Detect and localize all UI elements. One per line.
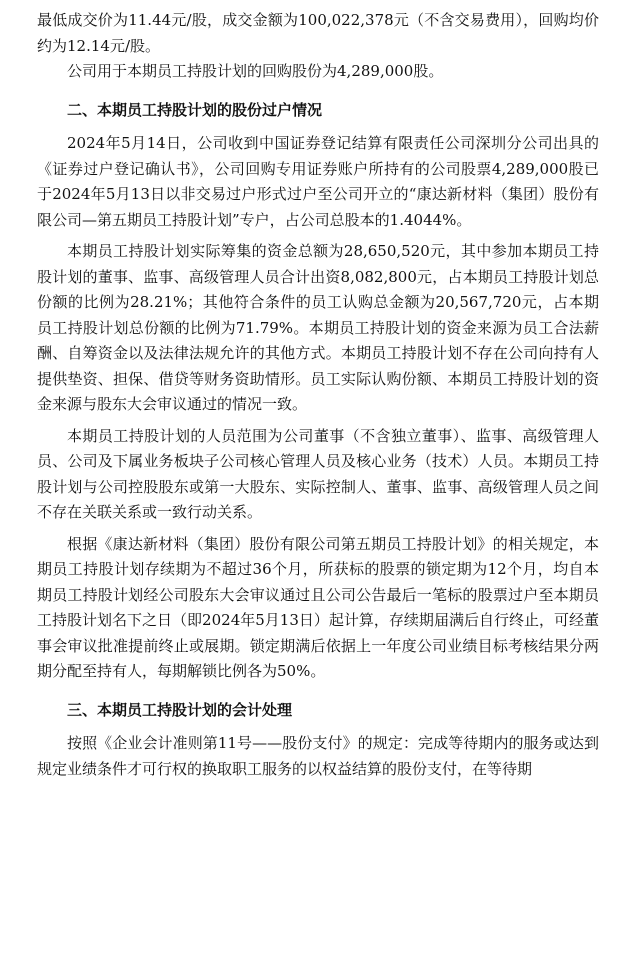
paragraph-repurchase-shares: 公司用于本期员工持股计划的回购股份为4,289,000股。: [67, 62, 444, 80]
paragraph-repurchase-price: 最低成交价为11.44元/股，成交金额为100,022,378元（不含交易费用），回购均价约为12.14元/股。: [37, 11, 599, 55]
paragraph-accounting-standard: 按照《企业会计准则第11号——股份支付》的规定：完成等待期内的服务或达到规定业绩条件才可行权的换取职工服务的以权益结算的股份支付，在等待期: [37, 734, 599, 778]
section-heading-accounting: 三、本期员工持股计划的会计处理: [67, 700, 293, 719]
paragraph-transfer-confirmation: 2024年5月14日，公司收到中国证券登记结算有限责任公司深圳分公司出具的《证券过户登记确认书》，公司回购专用证券账户所持有的公司股票4,289,000股已于2024年5月13日以非交易过户形式过户至公司开立的“康达新材料（集团）股份有限公司—第五期员工持股计划”专户，占公司总股本的1.4044%。: [37, 134, 599, 229]
paragraph-lock-period: 根据《康达新材料（集团）股份有限公司第五期员工持股计划》的相关规定，本期员工持股计划存续期为不超过36个月，所获标的股票的锁定期为12个月，均自本期员工持股计划经公司股东大会审议通过且公司公告最后一笔标的股票过户至本期员工持股计划名下之日（即2024年5月13日）起计算，存续期届满后自行终止，可经董事会审议批准提前终止或展期。锁定期满后依据上一年度公司业绩目标考核结果分两期分配至持有人，每期解锁比例各为50%。: [37, 534, 599, 680]
section-heading-share-transfer: 二、本期员工持股计划的股份过户情况: [67, 100, 323, 119]
paragraph-participants: 本期员工持股计划的人员范围为公司董事（不含独立董事）、监事、高级管理人员、公司及下属业务板块子公司核心管理人员及核心业务（技术）人员。本期员工持股计划与公司控股股东或第一大股东、实际控制人、董事、监事、高级管理人员之间不存在关联关系或一致行动关系。: [37, 426, 599, 521]
paragraph-funding: 本期员工持股计划实际筹集的资金总额为28,650,520元，其中参加本期员工持股计划的董事、监事、高级管理人员合计出资8,082,800元，占本期员工持股计划总份额的比例为28.21%；其他符合条件的员工认购总金额为20,567,720元，占本期员工持股计划总份额的比例为71.79%。本期员工持股计划的资金来源为员工合法薪酬、自筹资金以及法律法规允许的其他方式。本期员工持股计划不存在公司向持有人提供垫资、担保、借贷等财务资助情形。员工实际认购份额、本期员工持股计划的资金来源与股东大会审议通过的情况一致。: [37, 242, 599, 413]
document-page: [37, 8, 599, 782]
